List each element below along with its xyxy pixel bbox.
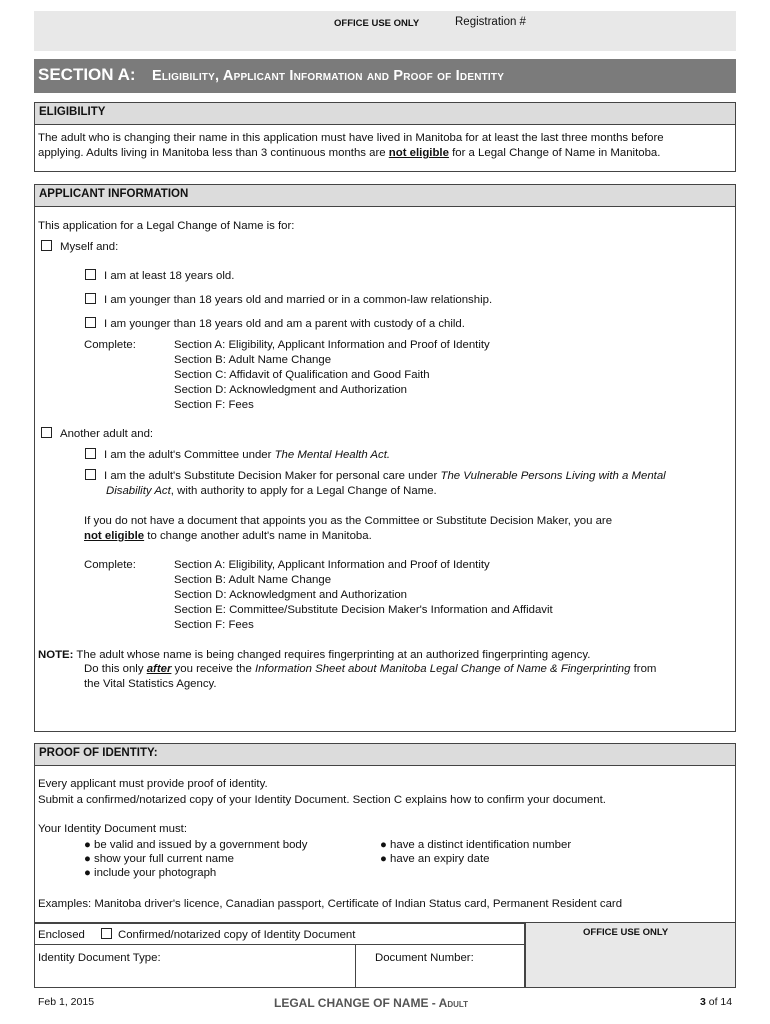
option-minor-married[interactable]: I am younger than 18 years old and married or in a common-law relationship. [85,293,492,307]
office-use-panel [526,923,735,987]
footer-date: Feb 1, 2015 [38,996,95,1008]
note-line2: Do this only after you receive the Information Sheet about Manitoba Legal Change of Name & Fingerprinting from [84,663,657,675]
eligibility-heading: ELIGIBILITY [35,103,735,125]
note-line1: NOTE: The adult whose name is being changed requires fingerprinting at an authorized fingerprinting agency. [38,649,591,661]
option-18-plus-checkbox[interactable] [85,269,96,280]
note-line3: the Vital Statistics Agency. [84,678,217,690]
applicant-intro: This application for a Legal Change of Name is for: [38,220,295,232]
another-adult-checkbox[interactable] [41,427,52,438]
confirmed-copy-checkbox[interactable] [101,928,112,939]
myself-option[interactable]: Myself and: [41,240,118,254]
bullet-id-number: ● have a distinct identification number [380,839,572,851]
complete-section-c-1: Section C: Affidavit of Qualification and Good Faith [174,369,430,381]
option-minor-married-checkbox[interactable] [85,293,96,304]
option-substitute-checkbox[interactable] [85,469,96,480]
no-document-line1: If you do not have a document that appoints you as the Committee or Substitute Decision Maker, you are [84,515,613,527]
eligibility-line1: The adult who is changing their name in this application must have lived in Manitoba for at least the last three months before [38,132,664,144]
bullet-expiry: ● have an expiry date [380,853,490,865]
confirmed-copy-option[interactable]: Confirmed/notarized copy of Identity Document [101,928,355,942]
eligibility-line2: applying. Adults living in Manitoba less than 3 continuous months are not eligible for a Legal Change of Name in Manitoba. [38,147,661,159]
office-use-label: OFFICE USE ONLY [334,18,420,29]
complete-label-1: Complete: [84,339,136,351]
proof-must: Your Identity Document must: [38,823,187,835]
section-title: Eligibility, Applicant Information and Proof of Identity [152,68,505,84]
registration-label: Registration # [455,16,526,28]
footer-title: LEGAL CHANGE OF NAME - Adult [274,996,469,1010]
complete-section-d-1: Section D: Acknowledgment and Authorization [174,384,408,396]
office-use-panel-label: OFFICE USE ONLY [583,927,669,938]
option-18-plus[interactable]: I am at least 18 years old. [85,269,234,283]
complete-section-a-1: Section A: Eligibility, Applicant Information and Proof of Identity [174,339,490,351]
complete-section-d-2: Section D: Acknowledgment and Authorization [174,589,408,601]
footer-page: 3 of 14 [700,996,733,1008]
bullet-photo: ● include your photograph [84,867,217,879]
complete-label-2: Complete: [84,559,136,571]
proof-heading: PROOF OF IDENTITY: [35,744,735,766]
option-committee[interactable]: I am the adult's Committee under The Mental Health Act. [85,448,390,462]
divider [355,944,356,988]
complete-section-f-2: Section F: Fees [174,619,254,631]
not-eligible-emphasis: not eligible [388,147,449,159]
complete-section-f-1: Section F: Fees [174,399,254,411]
complete-section-b-1: Section B: Adult Name Change [174,354,332,366]
complete-section-a-2: Section A: Eligibility, Applicant Information and Proof of Identity [174,559,490,571]
enclosed-label: Enclosed [38,929,85,941]
divider [34,944,525,945]
section-header [34,59,736,93]
section-label: SECTION A: [38,65,136,84]
complete-section-e-2: Section E: Committee/Substitute Decision Maker's Information and Affidavit [174,604,553,616]
another-adult-option[interactable]: Another adult and: [41,427,153,441]
option-substitute-cont: Disability Act, with authority to apply for a Legal Change of Name. [106,485,437,497]
proof-p2: Submit a confirmed/notarized copy of your Identity Document. Section C explains how to confirm your document. [38,794,606,806]
document-type-field[interactable]: Identity Document Type: [38,952,161,964]
proof-examples: Examples: Manitoba driver's licence, Canadian passport, Certificate of Indian Status card, Permanent Resident card [38,898,623,910]
bullet-name: ● show your full current name [84,853,234,865]
office-use-bar [34,11,736,51]
option-substitute[interactable]: I am the adult's Substitute Decision Maker for personal care under The Vulnerable Persons Living with a Mental [85,469,666,483]
myself-checkbox[interactable] [41,240,52,251]
applicant-heading: APPLICANT INFORMATION [35,185,735,207]
document-number-field[interactable]: Document Number: [375,952,474,964]
eligibility-box [34,102,736,172]
option-minor-parent[interactable]: I am younger than 18 years old and am a parent with custody of a child. [85,317,465,331]
bullet-valid: ● be valid and issued by a government body [84,839,308,851]
option-committee-checkbox[interactable] [85,448,96,459]
proof-p1: Every applicant must provide proof of identity. [38,778,268,790]
option-minor-parent-checkbox[interactable] [85,317,96,328]
no-document-line2: not eligible to change another adult's name in Manitoba. [84,530,372,542]
complete-section-b-2: Section B: Adult Name Change [174,574,332,586]
